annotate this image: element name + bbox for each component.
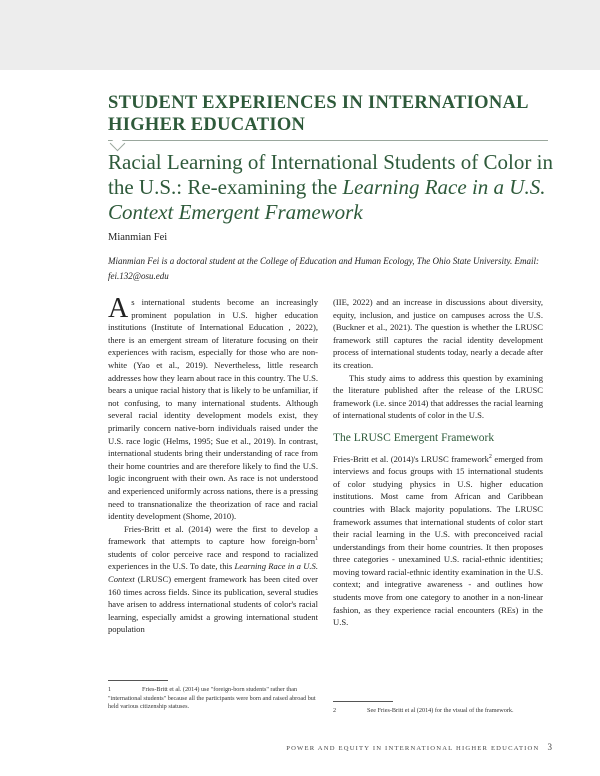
paragraph-1-text: s international students become an increasingly prominent population in U.S. higher education institutions (Institute of International Education , 2022), there is an emergent stream of literature focusing on their experiences with racism, especially for those who are non-white (Yao et al., 2019). Nevertheless, little research addresses how they learn about race in this country. The U.S. bears a unique racial history that is likely to be unfamiliar, if not confusing, to many international students. Although several racial identity development models exist, they primarily concern native-born individuals raised under the U.S. race logic (Helms, 1995; Sue et al., 2019). In contrast, international students bring their understanding of race from their home countries and are therefore likely to find the U.S. logic incongruent with their own. As race is not understood and experienced uniformly across nations, there is a pressing need to transnationalize the theorization of race and racial identity development (Shome, 2010). [108,297,319,522]
footnote-rule-right [333,701,393,702]
paragraph-3: (IIE, 2022) and an increase in discussions about diversity, equity, inclusion, and justice on campuses across the U.S. (Buckner et al., 2021). The question is whether the LRUSC framework still captures the racial identity development process of international students today, nearly a decade after its creation. [333,297,543,370]
paragraph-2-text-c: (LRUSC) emergent framework has been cited over 160 times across fields. Since its publication, several studies have arisen to address international students of color's racial learning, especially amidst a growing international student population [108,574,318,635]
footnote-1-text: Fries-Britt et al. (2014) use "foreign-born students" rather than "international students" because all the participants were born and raised abroad but held various citizenship statuses. [108,686,316,711]
article-title-plain: Racial Learning of International Students of Color in the U.S.: Re-examining the [108,150,553,199]
paragraph-4: This study aims to address this question by examining the literature published after the release of the LRUSC framework (i.e. since 2014) that addresses the racial learning of international students of color in the U.S. [333,372,543,421]
section-header [108,92,548,141]
footnote-1-number: 1 [108,686,112,693]
paragraph-2-text-a: Fries-Britt et al. (2014) were the first to develop a framework that attempts to capture how foreign-born [108,523,318,547]
page-number: 3 [547,742,552,752]
page-footer [286,742,552,752]
footnote-2-text: See Fries-Britt et al (2014) for the visual of the framework. [367,707,514,714]
paragraph-2-text-b: students of color perceive race and respond to racialized experiences in the U.S. To date, this [108,548,318,572]
footnote-ref-1: 1 [315,536,318,543]
footnote-1 [108,686,318,712]
paragraph-5-text-a: Fries-Britt et al. (2014)'s LRUSC framework [333,453,489,464]
article-title [108,150,558,225]
paragraph-5 [333,453,543,629]
author-name: Mianmian Fei [108,232,168,243]
paragraph-1 [108,293,319,523]
subheading-lrusc: The LRUSC Emergent Framework [333,431,495,444]
footnote-ref-2: 2 [488,453,492,460]
journal-name: POWER AND EQUITY IN INTERNATIONAL HIGHER EDUCATION [286,745,540,752]
drop-cap: A [108,293,129,324]
body-column-left [108,293,319,636]
footnote-2-number: 2 [333,707,337,714]
body-column-right [333,296,543,629]
author-bio: Mianmian Fei is a doctoral student at the College of Education and Human Ecology, The Ohio State University. Email: fei.132@osu.edu [108,256,539,281]
footnote-2 [333,707,543,716]
section-title: STUDENT EXPERIENCES IN INTERNATIONAL HIGHER EDUCATION [108,93,528,135]
top-band [0,0,600,70]
paragraph-5-text-b: emerged from interviews and focus groups with 15 international students of color studying physics in U.S. higher education institutions. Most came from African and Caribbean countries with Black majority populations. The LRUSC framework assumes that international students of color start their racial learning in the U.S. with preconceived racial understandings from their home countries. It then proposes three categories - unexamined U.S. racial-ethnic identities; moving toward racial-ethnic identity examination in the U.S. context; and integrative awareness - and outlines how students move from one category to another in a non-linear fashion, as they experience racial encounters (REs) in the U.S. [333,453,543,628]
paragraph-2-italic: Learning Race in a U.S. Context [108,561,318,585]
article-title-italic: Learning Race in a U.S. Context Emergent Framework [108,175,546,224]
footnote-rule-left [108,680,168,681]
paragraph-2 [108,523,318,636]
